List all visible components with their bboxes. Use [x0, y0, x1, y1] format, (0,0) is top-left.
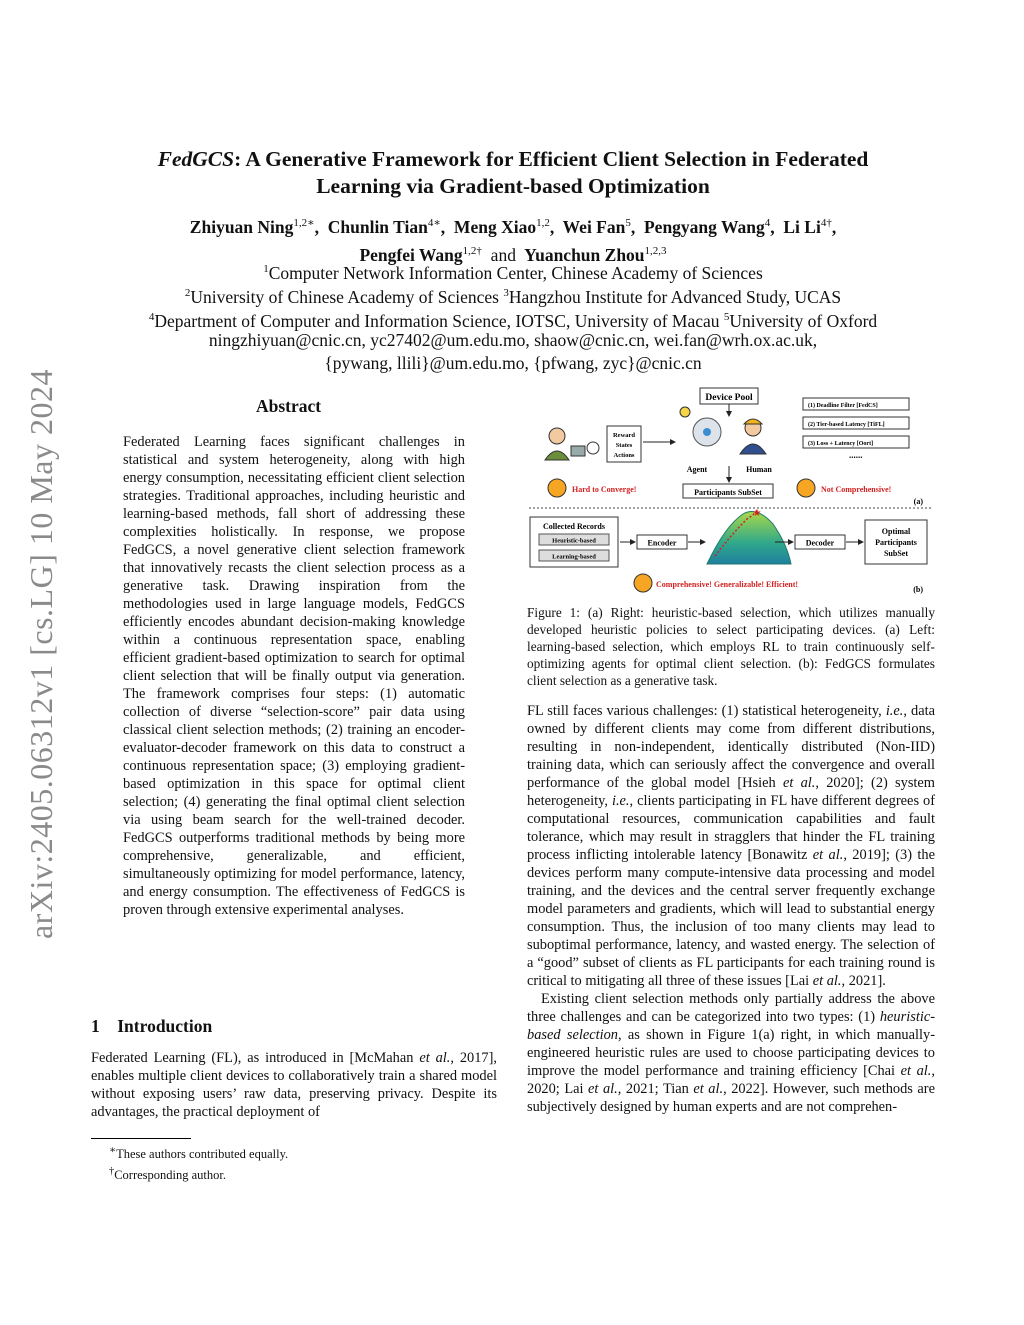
affiliation-line: $^2$University of Chinese Academy of Sciences $^3$Hangzhou Institute for Advanced Study, UCAS — [184, 286, 842, 307]
section-heading: 1 Introduction — [91, 1016, 213, 1036]
svg-text:Reward: Reward — [612, 432, 636, 439]
paragraph: FL still faces various challenges: (1) statistical heterogeneity, i.e., data owned by different clients may come from different distributions, resulting in non-independent, identically distributed (Non-IID) training data, which can seriously affect the convergence and overall performance of the global model [Hsieh et al., 2020]; (2) system heterogeneity, i.e., clients participating in FL have different degrees of computational resources, communication capabilities and fault tolerance, which may result in stragglers that hinder the FL training process inflicting intolerable latency [Bonawitz et al., 2019]; (3) the devices perform many compute-intensive data processing and model training, and the devices and the central server frequently exchange model parameters and gradients, which will lead to substantial energy consumption. Thus, the inclusion of too many clients may lead to suboptimal performance, latency, and wasted energy. The selection of a “good” subset of clients as FL participants for each training round is critical to mitigating all three of these issues [Lai et al., 2021]. — [527, 703, 936, 989]
author: Zhiyuan Ning — [189, 216, 294, 237]
svg-text:Participants SubSet: Participants SubSet — [694, 488, 762, 497]
svg-text:(a): (a) — [913, 497, 923, 506]
agent-icon — [680, 407, 721, 446]
title-line2: Learning via Gradient-based Optimization — [316, 174, 710, 198]
figure-1 — [525, 386, 935, 598]
svg-text:SubSet: SubSet — [883, 549, 909, 558]
happy-face-icon — [634, 574, 652, 592]
svg-text:Human: Human — [746, 465, 772, 474]
svg-text:Actions: Actions — [613, 452, 635, 459]
svg-text:Agent: Agent — [686, 465, 708, 474]
svg-text:Comprehensive! Generalizable!: Comprehensive! Generalizable! Efficient! — [656, 580, 799, 589]
title-italic: FedGCS — [157, 147, 235, 171]
affiliation-line: $^4$Department of Computer and Information Science, IOTSC, University of Macau $^5$University of Oxford — [148, 310, 878, 331]
svg-text:Learning-based: Learning-based — [552, 553, 596, 561]
intro-paragraph: Federated Learning (FL), as introduced in [McMahan et al., 2017], enables multiple client devices to collaboratively train a shared model without exposing users’ raw data, preserving privacy. Despite its advantages, the practical deployment of — [91, 1050, 498, 1120]
optimum-star-icon: ★ — [752, 508, 762, 519]
sad-face-icon — [548, 479, 566, 497]
author: Chunlin Tian — [327, 216, 428, 237]
title-line1: : A Generative Framework for Efficient Client Selection in Federated — [234, 147, 869, 171]
svg-text:Not Comprehensive!: Not Comprehensive! — [821, 485, 892, 494]
author: Meng Xiao — [453, 216, 537, 237]
affiliation-line: $^1$Computer Network Information Center, Chinese Academy of Sciences — [263, 262, 763, 283]
author: Wei Fan — [562, 216, 626, 237]
footnote: †Corresponding author. — [109, 1166, 226, 1183]
author: Pengfei Wang — [359, 244, 463, 265]
researcher-icon — [545, 428, 599, 460]
author: Li Li — [783, 216, 821, 237]
svg-text:(1) Deadline Filter [FedCS]: (1) Deadline Filter [FedCS] — [808, 403, 878, 409]
svg-text:States: States — [615, 442, 633, 449]
sad-face-icon — [797, 479, 815, 497]
footnotes — [109, 1142, 288, 1184]
svg-text:Participants: Participants — [875, 538, 917, 547]
author: Yuanchun Zhou — [524, 244, 645, 265]
svg-text:(2) Tier-based Latency [TiFL]: (2) Tier-based Latency [TiFL] — [808, 422, 885, 428]
abstract-body: Federated Learning faces significant challenges in statistical and system heterogeneity, along with high energy consumption, necessitating efficient client selection strategies. Traditional approaches, including heuristic and learning-based methods, fall short of addressing these complexities holistically. In response, we propose FedGCS, a novel generative client selection framework that innovatively recasts the client selection process as a generative task. Drawing inspiration from the methodologies used in large language models, FedGCS efficiently encodes abundant decision-making knowledge within a continuous representation space, enabling efficient gradient-based optimization to search for optimal client selection that will be finally output via generation. The framework comprises four steps: (1) automatic collection of diverse “selection-score” pair data using classical client selection methods; (2) training an encoder-evaluator-decoder framework on this data to construct a continuous representation space; (3) employing gradient-based optimization in this space for optimal client selection; (4) generating the final optimal client selection via using beam search for the well-trained decoder. FedGCS outperforms traditional methods by being more comprehensive, generalizable, and efficient, simultaneously optimizing for model performance, latency, and energy consumption. The effectiveness of FedGCS is proven through extensive experimental analyses. — [123, 434, 465, 918]
svg-text:Hard to Converge!: Hard to Converge! — [572, 485, 637, 494]
svg-text:Heuristic-based: Heuristic-based — [552, 537, 596, 545]
author-list: Zhiyuan Ning$^{1,2∗}$, Chunlin Tian$^{4∗}$, Meng Xiao$^{1,2}$, Wei Fan$^5$, Pengyang Wang$^4$, Li $Li^{4\dagger}$, Pengfei Wang$^{1,2\dagger}$ and Yuanchun Zhou$^{1,2,3}$ — [189, 216, 837, 265]
optimization-surface — [707, 512, 791, 564]
svg-text:(3) Loss + Latency [Oort]: (3) Loss + Latency [Oort] — [808, 441, 874, 447]
email-line: {pywang, llili}@um.edu.mo, {pfwang, zyc}@cnic.cn — [324, 353, 702, 373]
svg-text:Encoder: Encoder — [647, 538, 677, 548]
right-column-body — [527, 702, 935, 1116]
abstract-heading: Abstract — [256, 396, 322, 416]
svg-text:Collected Records: Collected Records — [543, 522, 605, 531]
figure-caption: Figure 1: (a) Right: heuristic-based selection, which utilizes manually developed heuristic policies to select participating devices. (a) Left: learning-based selection, which employs RL to train continuously self-optimizing agents for optimal client selection. (b): FedGCS formulates client selection as a generative task. — [527, 605, 935, 688]
svg-text:(b): (b) — [913, 585, 923, 594]
footnote: ∗These authors contributed equally. — [109, 1145, 289, 1162]
arxiv-identifier: arXiv:2405.06312v1 [cs.LG] 10 May 2024 — [23, 368, 59, 940]
paper-title — [80, 146, 946, 200]
device-pool-label: Device Pool — [705, 393, 753, 403]
paragraph: Existing client selection methods only partially address the above three challenges and can be categorized into two types: (1) heuristic-based selection, as shown in Figure 1(a) right, in which manually-engineered heuristic rules are used to choose participating devices to improve the model performance and training efficiency [Chai et al., 2020; Lai et al., 2021; Tian et al., 2022]. However, such methods are subjectively designed by human experts and are not comprehen- — [527, 991, 935, 1115]
footnote-rule — [91, 1138, 191, 1139]
human-icon — [740, 419, 766, 454]
email-line: ningzhiyuan@cnic.cn, yc27402@um.edu.mo, shaow@cnic.cn, wei.fan@wrh.ox.ac.uk, — [208, 330, 818, 350]
svg-text:Decoder: Decoder — [805, 538, 835, 548]
svg-text:......: ...... — [849, 450, 863, 460]
svg-text:Optimal: Optimal — [881, 527, 911, 536]
author: Pengyang Wang — [643, 216, 765, 237]
